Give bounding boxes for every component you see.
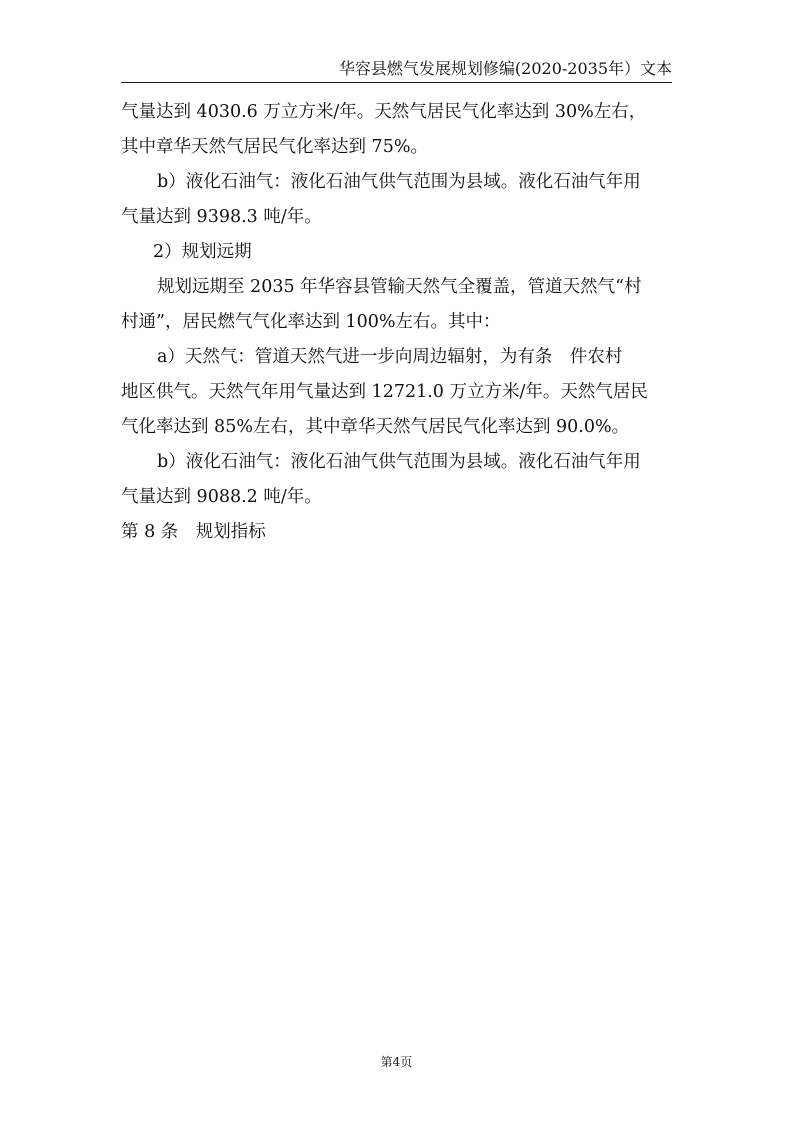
paragraph-line: b）液化石油气：液化石油气供气范围为县域。液化石油气年用	[157, 452, 641, 472]
page-number: 第4页	[380, 1055, 413, 1069]
paragraph-line: 气量达到 4030.6 万立方米/年。天然气居民气化率达到 30%左右，	[121, 102, 647, 122]
article-heading: 第 8 条 规划指标	[121, 522, 266, 542]
paragraph-line: 规划远期至 2035 年华容县管输天然气全覆盖，管道天然气“村	[157, 277, 642, 297]
document-body	[121, 95, 673, 550]
paragraph-line: 气量达到 9088.2 吨/年。	[121, 487, 322, 507]
paragraph-line: 村通”，居民燃气气化率达到 100%左右。其中：	[121, 312, 501, 332]
paragraph-line: 地区供气。天然气年用气量达到 12721.0 万立方米/年。天然气居民	[121, 382, 648, 402]
paragraph-line: b）液化石油气：液化石油气供气范围为县域。液化石油气年用	[157, 172, 641, 192]
header-title: 华容县燃气发展规划修编(2020-2035年）文本	[338, 59, 672, 78]
section-subheading: 2）规划远期	[153, 242, 252, 262]
page-footer	[0, 1054, 793, 1070]
paragraph-line: a）天然气：管道天然气进一步向周边辐射，为有条 件农村	[157, 347, 623, 367]
paragraph-line: 气量达到 9398.3 吨/年。	[121, 207, 322, 227]
paragraph-line: 气化率达到 85%左右，其中章华天然气居民气化率达到 90.0%。	[121, 417, 630, 437]
running-header	[121, 56, 672, 83]
paragraph-line: 其中章华天然气居民气化率达到 75%。	[121, 137, 428, 157]
